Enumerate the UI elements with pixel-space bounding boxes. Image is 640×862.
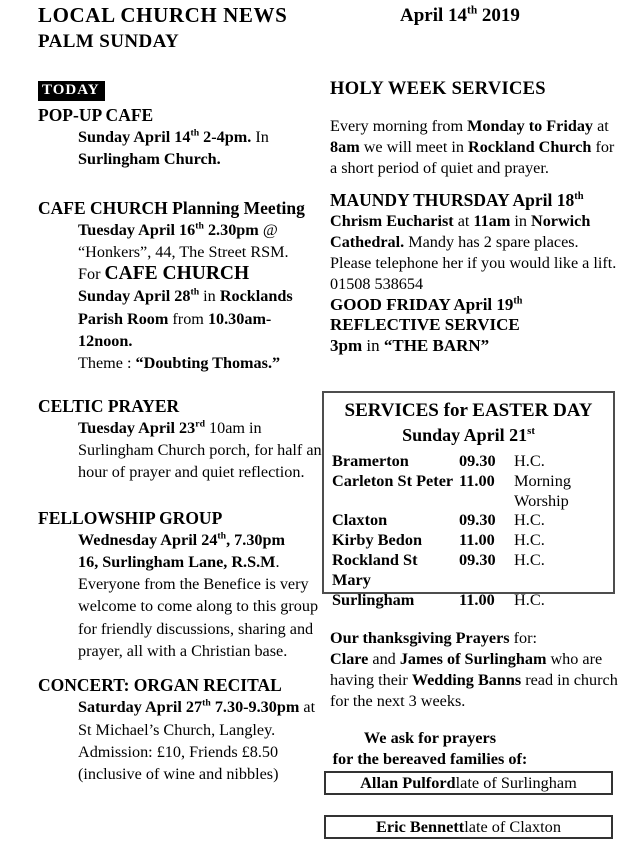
text-line bbox=[38, 696, 325, 718]
text-segment: Sunday April 28 bbox=[78, 287, 191, 306]
section-holy-week-services bbox=[330, 78, 630, 179]
text-line bbox=[38, 461, 325, 483]
text-segment: th bbox=[467, 4, 478, 17]
today-badge: TODAY bbox=[38, 81, 105, 101]
text-segment: 11am bbox=[473, 212, 511, 230]
text-line bbox=[330, 315, 630, 335]
section-heading: HOLY WEEK SERVICES bbox=[330, 79, 546, 99]
text-line bbox=[330, 274, 630, 295]
text-line bbox=[38, 352, 325, 374]
text-segment: th bbox=[195, 220, 204, 232]
text-line bbox=[38, 285, 325, 307]
section-maundy-thursday bbox=[330, 190, 630, 295]
text-segment: Please telephone her if you would like a lift. bbox=[330, 254, 617, 272]
text-segment: late of Surlingham bbox=[455, 773, 577, 792]
easter-row-service: H.C. bbox=[514, 589, 545, 609]
text-line bbox=[38, 439, 325, 461]
text-line bbox=[330, 211, 630, 232]
text-line bbox=[330, 691, 630, 712]
text-segment: James of Surlingham bbox=[399, 650, 547, 668]
text-line bbox=[38, 529, 325, 551]
text-line bbox=[330, 253, 630, 274]
section-heading bbox=[38, 507, 325, 529]
easter-row-church: Bramerton bbox=[332, 451, 409, 470]
text-segment: Saturday April 27 bbox=[78, 698, 203, 717]
text-segment: from bbox=[168, 309, 208, 328]
text-segment: Rocklands bbox=[219, 287, 293, 306]
text-segment: and bbox=[368, 650, 400, 668]
text-segment: @ bbox=[258, 220, 278, 239]
easter-row-service: H.C. bbox=[514, 549, 545, 569]
easter-row-service: H.C. bbox=[514, 451, 545, 470]
easter-row-time: 09.30 bbox=[459, 451, 496, 470]
text-segment: In bbox=[251, 128, 269, 146]
text-segment: Tuesday April 23 bbox=[78, 418, 196, 437]
text-segment: Every morning from bbox=[330, 117, 468, 135]
text-segment: for the next 3 weeks. bbox=[330, 692, 466, 710]
text-segment: Parish Room bbox=[78, 309, 169, 328]
text-segment: Sunday April 21 bbox=[402, 425, 528, 445]
easter-row-service: H.C. bbox=[514, 530, 545, 550]
text-line bbox=[330, 116, 630, 137]
text-segment: , 7.30pm bbox=[226, 530, 285, 549]
text-segment: who are bbox=[546, 650, 603, 668]
text-segment: in bbox=[362, 335, 384, 355]
text-segment: Our thanksgiving Prayers bbox=[330, 629, 510, 647]
text-segment: April 14 bbox=[400, 5, 468, 26]
easter-row-church: Claxton bbox=[332, 510, 388, 530]
section-cafe-church-planning bbox=[38, 197, 325, 375]
section-good-friday bbox=[330, 295, 630, 356]
text-segment: late of Claxton bbox=[464, 817, 561, 836]
text-segment: Everyone from the Benefice is very bbox=[78, 575, 309, 594]
text-segment: Surlingham Church. bbox=[78, 150, 221, 169]
section-heading bbox=[38, 197, 325, 219]
left-column bbox=[38, 81, 325, 786]
text-segment: prayer, all with a Christian base. bbox=[78, 642, 288, 661]
section-heading bbox=[38, 395, 325, 417]
text-segment: for friendly discussions, sharing and bbox=[78, 619, 314, 638]
easter-row-service: H.C. bbox=[514, 510, 545, 530]
text-segment: th bbox=[202, 697, 211, 709]
section-organ-recital bbox=[38, 674, 325, 785]
easter-services-table bbox=[332, 451, 605, 609]
easter-row-church: Surlingham bbox=[332, 589, 415, 609]
text-line bbox=[38, 719, 325, 741]
right-column bbox=[330, 78, 630, 356]
prayer-request-heading bbox=[330, 727, 530, 769]
text-segment: Clare bbox=[330, 650, 369, 668]
text-segment: Monday to Friday bbox=[467, 117, 594, 135]
text-segment: st bbox=[527, 425, 535, 437]
easter-row-time: 11.00 bbox=[459, 589, 495, 609]
text-line bbox=[38, 618, 325, 640]
easter-box-title: SERVICES for EASTER DAY bbox=[344, 400, 593, 421]
page-subtitle: PALM SUNDAY bbox=[38, 31, 180, 52]
easter-service-row bbox=[332, 590, 605, 610]
text-segment: Wedding Banns bbox=[411, 671, 522, 689]
section-celtic-prayer bbox=[38, 395, 325, 484]
text-segment: “THE BARN” bbox=[383, 335, 490, 355]
section-body bbox=[38, 529, 325, 663]
text-segment: 7.30-9.30pm bbox=[210, 698, 300, 717]
easter-services-box bbox=[322, 391, 615, 609]
section-heading bbox=[38, 674, 325, 696]
thanksgiving-prayers bbox=[330, 628, 630, 712]
text-segment: Allan Pulford bbox=[360, 773, 456, 792]
text-segment: in bbox=[510, 212, 532, 230]
easter-service-row bbox=[332, 530, 605, 550]
easter-row-time: 09.30 bbox=[459, 510, 496, 530]
text-segment: FELLOWSHIP GROUP bbox=[38, 507, 223, 528]
text-line bbox=[330, 295, 630, 315]
text-line bbox=[330, 137, 630, 158]
section-body bbox=[330, 116, 630, 179]
text-segment: we will meet in bbox=[359, 138, 469, 156]
text-segment: th bbox=[513, 295, 523, 307]
text-line bbox=[38, 219, 325, 241]
section-body bbox=[38, 696, 325, 785]
text-segment: 8am bbox=[330, 138, 360, 156]
text-line bbox=[330, 649, 630, 670]
text-segment: Rockland Church bbox=[468, 138, 592, 156]
text-segment: Wednesday April 24 bbox=[78, 530, 218, 549]
text-segment: “Honkers”, 44, The Street RSM. bbox=[78, 242, 289, 261]
text-segment: “Doubting Thomas.” bbox=[135, 354, 281, 373]
text-segment: For bbox=[78, 265, 105, 284]
section-heading bbox=[330, 190, 630, 211]
text-segment: Admission: £10, Friends £8.50 bbox=[78, 742, 279, 761]
easter-box-subtitle bbox=[332, 423, 605, 448]
text-line bbox=[38, 640, 325, 662]
text-segment: Mandy has 2 spare places. bbox=[404, 233, 579, 251]
easter-service-row bbox=[332, 451, 605, 471]
text-line bbox=[38, 241, 325, 263]
text-line bbox=[38, 417, 325, 439]
text-segment: 16, Surlingham Lane, R.S.M bbox=[78, 552, 276, 571]
text-segment: 01508 538654 bbox=[330, 275, 424, 293]
text-segment: CONCERT: ORGAN RECITAL bbox=[38, 675, 282, 696]
text-segment: (inclusive of wine and nibbles) bbox=[78, 765, 279, 784]
text-segment: CAFE CHURCH bbox=[104, 263, 250, 285]
text-line bbox=[330, 670, 630, 691]
text-segment: at bbox=[453, 212, 474, 230]
text-segment: POP-UP CAFE bbox=[38, 105, 154, 125]
text-line bbox=[38, 573, 325, 595]
easter-row-time: 11.00 bbox=[459, 470, 495, 490]
easter-service-row bbox=[332, 471, 605, 511]
section-body bbox=[38, 126, 325, 171]
text-segment: St Michael’s Church, Langley. bbox=[78, 720, 276, 739]
text-segment: th bbox=[190, 287, 200, 299]
text-segment: th bbox=[574, 191, 584, 203]
text-segment: hour of prayer and quiet reflection. bbox=[78, 463, 305, 482]
text-line bbox=[38, 126, 325, 148]
text-line bbox=[38, 148, 325, 170]
text-segment: at bbox=[593, 117, 609, 135]
text-line bbox=[330, 628, 630, 649]
text-segment: 2.30pm bbox=[203, 220, 259, 239]
text-line bbox=[330, 232, 630, 253]
section-body bbox=[38, 417, 325, 484]
section-fellowship-group bbox=[38, 507, 325, 663]
text-segment: for bbox=[591, 138, 615, 156]
text-line bbox=[38, 741, 325, 763]
text-segment: . bbox=[275, 552, 280, 571]
easter-row-church: Rockland St Mary bbox=[332, 549, 418, 589]
text-segment: 2-4pm. bbox=[199, 128, 252, 146]
text-segment: 10am in bbox=[204, 418, 262, 437]
text-segment: CELTIC PRAYER bbox=[38, 395, 180, 416]
text-segment: in bbox=[199, 287, 220, 306]
section-body bbox=[330, 211, 630, 295]
text-segment: Surlingham Church porch, for half an bbox=[78, 440, 322, 459]
text-segment: REFLECTIVE SERVICE bbox=[330, 315, 520, 335]
text-segment: Eric Bennett bbox=[376, 817, 465, 836]
text-segment: Norwich bbox=[531, 212, 591, 230]
text-line bbox=[38, 551, 325, 573]
easter-service-row bbox=[332, 550, 605, 590]
page-date bbox=[400, 5, 520, 27]
text-segment: th bbox=[217, 530, 227, 542]
easter-row-time: 09.30 bbox=[459, 549, 496, 569]
bereaved-family-allan-pulford bbox=[324, 771, 613, 795]
text-line bbox=[38, 763, 325, 785]
text-segment: GOOD FRIDAY April 19 bbox=[330, 295, 514, 314]
text-segment: Chrism Eucharist bbox=[330, 212, 454, 230]
text-segment: Tuesday April 16 bbox=[78, 220, 196, 239]
prayer-request-line: for the bereaved families of: bbox=[332, 749, 528, 768]
text-segment: Cathedral. bbox=[330, 233, 405, 251]
easter-row-church: Carleton St Peter bbox=[332, 470, 454, 490]
text-segment: CAFE CHURCH Planning Meeting bbox=[38, 197, 305, 218]
text-segment: welcome to come along to this group bbox=[78, 597, 319, 616]
text-segment: 10.30am-12noon. bbox=[78, 309, 272, 351]
text-line bbox=[38, 308, 325, 353]
easter-row-service: Morning Worship bbox=[514, 470, 571, 510]
text-segment: th bbox=[190, 127, 200, 139]
bereaved-family-eric-bennett bbox=[324, 815, 613, 839]
easter-service-row bbox=[332, 510, 605, 530]
text-segment: rd bbox=[195, 418, 205, 430]
text-segment: for: bbox=[509, 629, 538, 647]
easter-row-time: 11.00 bbox=[459, 530, 495, 550]
text-segment: at bbox=[299, 698, 316, 717]
text-segment: Theme : bbox=[78, 354, 136, 373]
text-segment: having their bbox=[330, 671, 412, 689]
text-segment: MAUNDY THURSDAY April 18 bbox=[330, 190, 575, 210]
text-segment: 3pm bbox=[330, 335, 363, 355]
text-segment: Sunday April 14 bbox=[78, 128, 191, 146]
text-segment: 2019 bbox=[477, 5, 520, 26]
section-body bbox=[38, 219, 325, 375]
text-line bbox=[38, 263, 325, 285]
section-body bbox=[330, 295, 630, 356]
easter-row-church: Kirby Bedon bbox=[332, 530, 423, 550]
page-title: LOCAL CHURCH NEWS bbox=[38, 3, 288, 27]
section-pop-up-cafe bbox=[38, 104, 325, 171]
text-line bbox=[38, 595, 325, 617]
text-line bbox=[330, 158, 630, 179]
text-segment: a short period of quiet and prayer. bbox=[330, 159, 549, 177]
text-line bbox=[330, 336, 630, 356]
text-segment: read in church bbox=[521, 671, 618, 689]
prayer-request-line: We ask for prayers bbox=[363, 728, 497, 747]
section-heading bbox=[38, 104, 325, 126]
